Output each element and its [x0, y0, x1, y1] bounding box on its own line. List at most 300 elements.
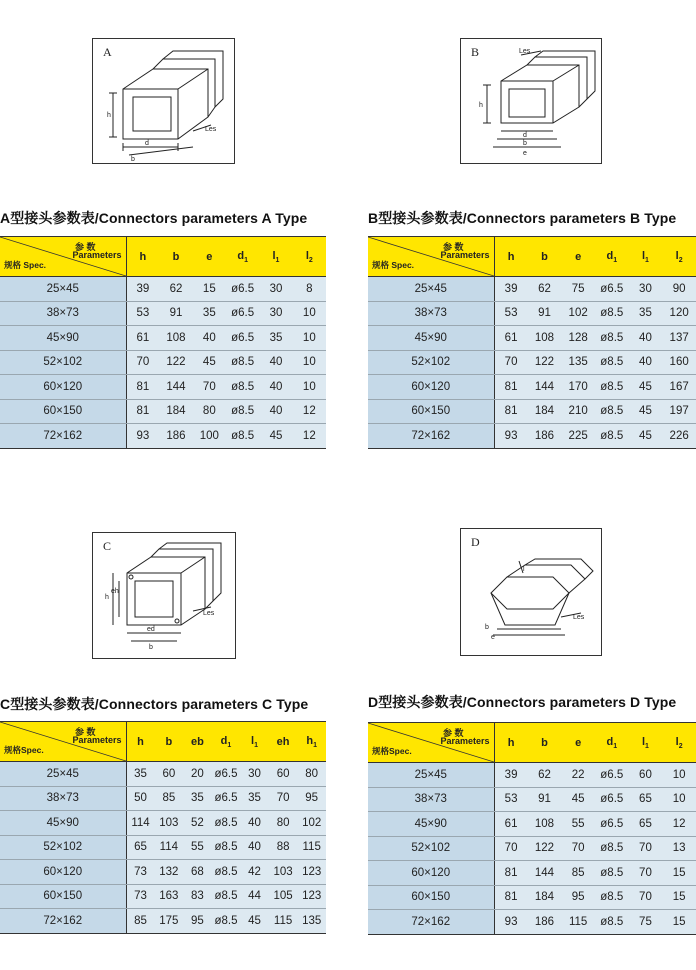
spec-cell: 45×90: [368, 326, 494, 351]
value-cell: 10: [293, 326, 326, 351]
table-row: [0, 375, 326, 400]
column-header-subscript: 1: [244, 256, 248, 264]
value-cell: ø6.5: [595, 812, 629, 837]
column-header-subscript: 1: [313, 741, 317, 749]
value-cell: 39: [494, 277, 528, 302]
value-cell: ø6.5: [212, 786, 241, 811]
column-header: [155, 722, 184, 762]
value-cell: 144: [528, 861, 562, 886]
table-row: [0, 884, 326, 909]
value-cell: 35: [193, 301, 226, 326]
value-cell: 45: [259, 424, 292, 449]
table-row: [0, 762, 326, 787]
value-cell: 114: [126, 811, 155, 836]
value-cell: 10: [293, 350, 326, 375]
value-cell: 13: [662, 836, 696, 861]
table-row: [0, 301, 326, 326]
value-cell: 65: [126, 835, 155, 860]
value-cell: 60: [155, 762, 184, 787]
svg-text:l: l: [523, 566, 525, 573]
value-cell: 53: [126, 301, 159, 326]
column-header-symbol: b: [541, 736, 548, 749]
spec-cell: 60×120: [368, 861, 494, 886]
column-header: [662, 723, 696, 763]
value-cell: 50: [126, 786, 155, 811]
value-cell: 80: [269, 811, 298, 836]
table-d-title: D型接头参数表/Connectors parameters D Type: [368, 694, 677, 710]
value-cell: ø8.5: [595, 836, 629, 861]
spec-cell: 52×102: [368, 350, 494, 375]
column-header: [662, 237, 696, 277]
spec-cell: 52×102: [0, 835, 126, 860]
column-header: [269, 722, 298, 762]
table-row: [368, 836, 696, 861]
value-cell: 60: [269, 762, 298, 787]
value-cell: 35: [240, 786, 269, 811]
parameters-table-a: [0, 236, 326, 449]
value-cell: ø8.5: [595, 885, 629, 910]
column-header: [212, 722, 241, 762]
table-b-title: B型接头参数表/Connectors parameters B Type: [368, 210, 677, 226]
table-row: [0, 350, 326, 375]
value-cell: 42: [240, 860, 269, 885]
value-cell: 115: [269, 909, 298, 934]
value-cell: 10: [662, 787, 696, 812]
value-cell: 226: [662, 424, 696, 449]
value-cell: 62: [528, 763, 562, 788]
value-cell: 122: [159, 350, 192, 375]
value-cell: 102: [297, 811, 326, 836]
column-header-symbol: l: [641, 249, 646, 262]
value-cell: 40: [259, 399, 292, 424]
value-cell: 85: [155, 786, 184, 811]
value-cell: 52: [183, 811, 212, 836]
column-header: [595, 723, 629, 763]
table-row: [368, 301, 696, 326]
value-cell: 45: [193, 350, 226, 375]
connector-d-drawing: [461, 529, 603, 657]
column-header-subscript: 2: [678, 742, 683, 750]
spec-cell: 60×150: [0, 884, 126, 909]
value-cell: 35: [183, 786, 212, 811]
value-cell: ø8.5: [212, 884, 241, 909]
value-cell: 103: [155, 811, 184, 836]
header-label-parameters: Parameters: [440, 250, 490, 260]
svg-text:eh: eh: [111, 588, 119, 595]
value-cell: ø8.5: [226, 375, 259, 400]
value-cell: 44: [240, 884, 269, 909]
spec-header-cell: [0, 722, 126, 762]
column-header: [183, 722, 212, 762]
column-header: [561, 237, 595, 277]
header-label-cn: 参 数: [442, 242, 464, 252]
value-cell: 160: [662, 350, 696, 375]
value-cell: 163: [155, 884, 184, 909]
value-cell: 75: [561, 277, 595, 302]
spec-header-cell: [368, 237, 494, 277]
value-cell: 10: [293, 301, 326, 326]
value-cell: 128: [561, 326, 595, 351]
figure-c: [92, 532, 236, 659]
column-header-symbol: h: [507, 736, 515, 749]
spec-cell: 52×102: [368, 836, 494, 861]
value-cell: 93: [494, 424, 528, 449]
header-label-cn: 参 数: [74, 727, 96, 737]
column-header-symbol: d: [606, 735, 614, 748]
svg-text:Les: Les: [205, 126, 217, 133]
value-cell: 115: [561, 910, 595, 935]
value-cell: 167: [662, 375, 696, 400]
value-cell: 45: [629, 399, 663, 424]
column-header: [494, 237, 528, 277]
value-cell: 35: [126, 762, 155, 787]
value-cell: 88: [269, 835, 298, 860]
column-header-symbol: l: [305, 249, 309, 262]
value-cell: 40: [193, 326, 226, 351]
value-cell: 105: [269, 884, 298, 909]
value-cell: ø8.5: [595, 375, 629, 400]
column-header-symbol: d: [606, 249, 614, 262]
value-cell: ø6.5: [595, 787, 629, 812]
value-cell: 70: [629, 836, 663, 861]
header-label-cn: 参 数: [74, 242, 96, 252]
value-cell: 8: [293, 277, 326, 302]
header-label-parameters: Parameters: [72, 735, 122, 745]
table-row: [368, 885, 696, 910]
value-cell: 122: [528, 350, 562, 375]
column-header-subscript: 1: [645, 256, 649, 264]
column-header: [126, 722, 155, 762]
column-header-symbol: b: [165, 735, 173, 748]
value-cell: ø6.5: [226, 326, 259, 351]
value-cell: 10: [662, 763, 696, 788]
value-cell: 20: [183, 762, 212, 787]
value-cell: 30: [240, 762, 269, 787]
column-header-subscript: 2: [308, 256, 313, 264]
value-cell: 53: [494, 787, 528, 812]
svg-text:d: d: [523, 132, 527, 139]
column-header: [193, 237, 226, 277]
value-cell: 65: [629, 787, 663, 812]
table-row: [0, 424, 326, 449]
value-cell: ø8.5: [212, 835, 241, 860]
figure-label: B: [471, 45, 480, 59]
value-cell: 81: [126, 375, 159, 400]
value-cell: 122: [528, 836, 562, 861]
column-header-symbol: eb: [190, 735, 204, 748]
column-header-subscript: 2: [678, 256, 683, 264]
value-cell: 93: [494, 910, 528, 935]
table-row: [368, 763, 696, 788]
value-cell: 61: [494, 326, 528, 351]
value-cell: 15: [193, 277, 226, 302]
parameters-table-b: [368, 236, 696, 449]
column-header-symbol: b: [541, 250, 548, 263]
value-cell: 95: [561, 885, 595, 910]
column-header-symbol: eh: [276, 735, 290, 748]
value-cell: 15: [662, 885, 696, 910]
table-row: [368, 326, 696, 351]
spec-cell: 38×73: [0, 786, 126, 811]
value-cell: 115: [297, 835, 326, 860]
value-cell: ø8.5: [226, 399, 259, 424]
connector-a-drawing: [93, 39, 236, 165]
column-header: [159, 237, 192, 277]
value-cell: 91: [528, 301, 562, 326]
svg-text:b: b: [149, 644, 153, 651]
value-cell: 184: [528, 885, 562, 910]
value-cell: 40: [629, 350, 663, 375]
value-cell: 123: [297, 884, 326, 909]
value-cell: 170: [561, 375, 595, 400]
value-cell: 45: [629, 375, 663, 400]
svg-text:h: h: [107, 112, 111, 119]
column-header-symbol: d: [220, 734, 228, 747]
value-cell: 80: [193, 399, 226, 424]
value-cell: ø8.5: [595, 326, 629, 351]
value-cell: 103: [269, 860, 298, 885]
value-cell: 15: [662, 910, 696, 935]
value-cell: 45: [240, 909, 269, 934]
spec-cell: 72×162: [0, 909, 126, 934]
column-header-symbol: e: [575, 250, 582, 263]
parameters-table-d: [368, 722, 696, 935]
value-cell: 81: [494, 885, 528, 910]
table-row: [0, 326, 326, 351]
spec-cell: 60×120: [368, 375, 494, 400]
value-cell: 70: [629, 861, 663, 886]
value-cell: ø8.5: [595, 910, 629, 935]
value-cell: 137: [662, 326, 696, 351]
svg-text:b: b: [485, 624, 489, 631]
value-cell: 144: [159, 375, 192, 400]
column-header-symbol: b: [172, 250, 180, 263]
spec-cell: 38×73: [0, 301, 126, 326]
value-cell: ø6.5: [595, 277, 629, 302]
column-header-symbol: e: [206, 250, 213, 263]
value-cell: 73: [126, 884, 155, 909]
value-cell: 95: [297, 786, 326, 811]
table-row: [368, 910, 696, 935]
svg-text:Les: Les: [573, 614, 585, 621]
table-row: [0, 811, 326, 836]
value-cell: 40: [240, 811, 269, 836]
column-header: [629, 723, 663, 763]
table-row: [368, 350, 696, 375]
connector-c-drawing: [93, 533, 237, 660]
column-header-symbol: d: [237, 249, 245, 262]
column-header-subscript: 1: [254, 741, 259, 749]
table-header-row: [0, 237, 326, 277]
value-cell: ø8.5: [212, 860, 241, 885]
spec-cell: 60×120: [0, 860, 126, 885]
spec-cell: 38×73: [368, 787, 494, 812]
spec-header-cell: [0, 237, 126, 277]
svg-text:e: e: [523, 150, 527, 157]
column-header-symbol: h: [139, 250, 147, 263]
column-header-symbol: l: [675, 249, 679, 262]
value-cell: 61: [126, 326, 159, 351]
column-header-symbol: e: [575, 736, 582, 749]
table-row: [368, 787, 696, 812]
spec-cell: 72×162: [368, 424, 494, 449]
table-row: [0, 909, 326, 934]
value-cell: 40: [259, 350, 292, 375]
table-row: [368, 812, 696, 837]
header-label-parameters: Parameters: [72, 250, 122, 260]
table-row: [0, 277, 326, 302]
column-header-subscript: 1: [275, 256, 280, 264]
figure-b: [460, 38, 602, 164]
value-cell: 40: [629, 326, 663, 351]
value-cell: ø8.5: [595, 861, 629, 886]
value-cell: 81: [126, 399, 159, 424]
spec-cell: 45×90: [0, 811, 126, 836]
figure-label: C: [103, 539, 112, 553]
spec-cell: 72×162: [368, 910, 494, 935]
figure-label: A: [103, 45, 112, 59]
column-header: [297, 722, 326, 762]
figure-label: D: [471, 535, 480, 549]
value-cell: 85: [561, 861, 595, 886]
value-cell: 80: [297, 762, 326, 787]
value-cell: 120: [662, 301, 696, 326]
value-cell: 132: [155, 860, 184, 885]
header-label-cn: 参 数: [442, 728, 464, 738]
value-cell: 108: [159, 326, 192, 351]
table-row: [0, 860, 326, 885]
value-cell: 184: [528, 399, 562, 424]
value-cell: 60: [629, 763, 663, 788]
value-cell: 70: [494, 350, 528, 375]
column-header-symbol: l: [675, 735, 679, 748]
value-cell: 62: [159, 277, 192, 302]
value-cell: 35: [629, 301, 663, 326]
value-cell: 53: [494, 301, 528, 326]
value-cell: 55: [183, 835, 212, 860]
figure-a: [92, 38, 235, 164]
value-cell: 135: [561, 350, 595, 375]
value-cell: ø6.5: [226, 277, 259, 302]
table-row: [368, 424, 696, 449]
value-cell: 30: [259, 301, 292, 326]
svg-text:b: b: [523, 140, 527, 147]
value-cell: 39: [494, 763, 528, 788]
value-cell: ø8.5: [212, 811, 241, 836]
spec-cell: 25×45: [368, 277, 494, 302]
value-cell: 108: [528, 812, 562, 837]
value-cell: 70: [629, 885, 663, 910]
value-cell: 35: [259, 326, 292, 351]
value-cell: 186: [159, 424, 192, 449]
svg-text:h: h: [105, 594, 109, 601]
value-cell: 40: [240, 835, 269, 860]
column-header-subscript: 1: [227, 741, 232, 749]
column-header: [595, 237, 629, 277]
spec-cell: 25×45: [368, 763, 494, 788]
table-a-title: A型接头参数表/Connectors parameters A Type: [0, 210, 308, 226]
spec-cell: 60×120: [0, 375, 126, 400]
header-label-parameters: Parameters: [440, 736, 490, 746]
table-row: [368, 375, 696, 400]
spec-header-cell: [368, 723, 494, 763]
table-header-row: [0, 722, 326, 762]
value-cell: 123: [297, 860, 326, 885]
header-label-spec: 规格Spec.: [4, 745, 44, 755]
spec-cell: 52×102: [0, 350, 126, 375]
table-header-row: [368, 237, 696, 277]
value-cell: ø8.5: [595, 301, 629, 326]
value-cell: ø8.5: [226, 350, 259, 375]
value-cell: 175: [155, 909, 184, 934]
column-header-symbol: l: [641, 735, 646, 748]
value-cell: 30: [629, 277, 663, 302]
value-cell: 12: [293, 399, 326, 424]
value-cell: 197: [662, 399, 696, 424]
value-cell: 45: [629, 424, 663, 449]
column-header-symbol: h: [507, 250, 515, 263]
value-cell: 12: [662, 812, 696, 837]
header-label-spec: 规格Spec.: [372, 746, 412, 756]
column-header-subscript: 1: [613, 742, 618, 750]
value-cell: 70: [193, 375, 226, 400]
svg-text:Les: Les: [203, 610, 215, 617]
value-cell: 65: [629, 812, 663, 837]
value-cell: 90: [662, 277, 696, 302]
value-cell: 91: [159, 301, 192, 326]
value-cell: 73: [126, 860, 155, 885]
table-row: [0, 786, 326, 811]
value-cell: 83: [183, 884, 212, 909]
spec-cell: 25×45: [0, 277, 126, 302]
header-label-spec: 规格 Spec.: [372, 260, 415, 270]
value-cell: 108: [528, 326, 562, 351]
value-cell: 225: [561, 424, 595, 449]
value-cell: 81: [494, 375, 528, 400]
spec-cell: 72×162: [0, 424, 126, 449]
spec-cell: 45×90: [368, 812, 494, 837]
value-cell: ø6.5: [212, 762, 241, 787]
column-header: [240, 722, 269, 762]
table-row: [368, 399, 696, 424]
table-c-title: C型接头参数表/Connectors parameters C Type: [0, 696, 309, 712]
value-cell: 30: [259, 277, 292, 302]
column-header-symbol: l: [251, 734, 255, 747]
value-cell: 102: [561, 301, 595, 326]
value-cell: 114: [155, 835, 184, 860]
value-cell: 100: [193, 424, 226, 449]
value-cell: ø8.5: [595, 424, 629, 449]
value-cell: ø8.5: [226, 424, 259, 449]
svg-text:d: d: [145, 140, 149, 147]
value-cell: ø8.5: [595, 399, 629, 424]
table-row: [0, 399, 326, 424]
column-header: [528, 237, 562, 277]
value-cell: 62: [528, 277, 562, 302]
value-cell: ø6.5: [595, 763, 629, 788]
column-header: [226, 237, 259, 277]
value-cell: 10: [293, 375, 326, 400]
value-cell: 75: [629, 910, 663, 935]
header-label-spec: 规格 Spec.: [4, 260, 47, 270]
column-header-symbol: h: [137, 735, 144, 748]
table-row: [368, 861, 696, 886]
value-cell: 186: [528, 910, 562, 935]
connector-b-drawing: [461, 39, 603, 165]
spec-cell: 60×150: [0, 399, 126, 424]
column-header-symbol: l: [272, 249, 276, 262]
column-header: [629, 237, 663, 277]
